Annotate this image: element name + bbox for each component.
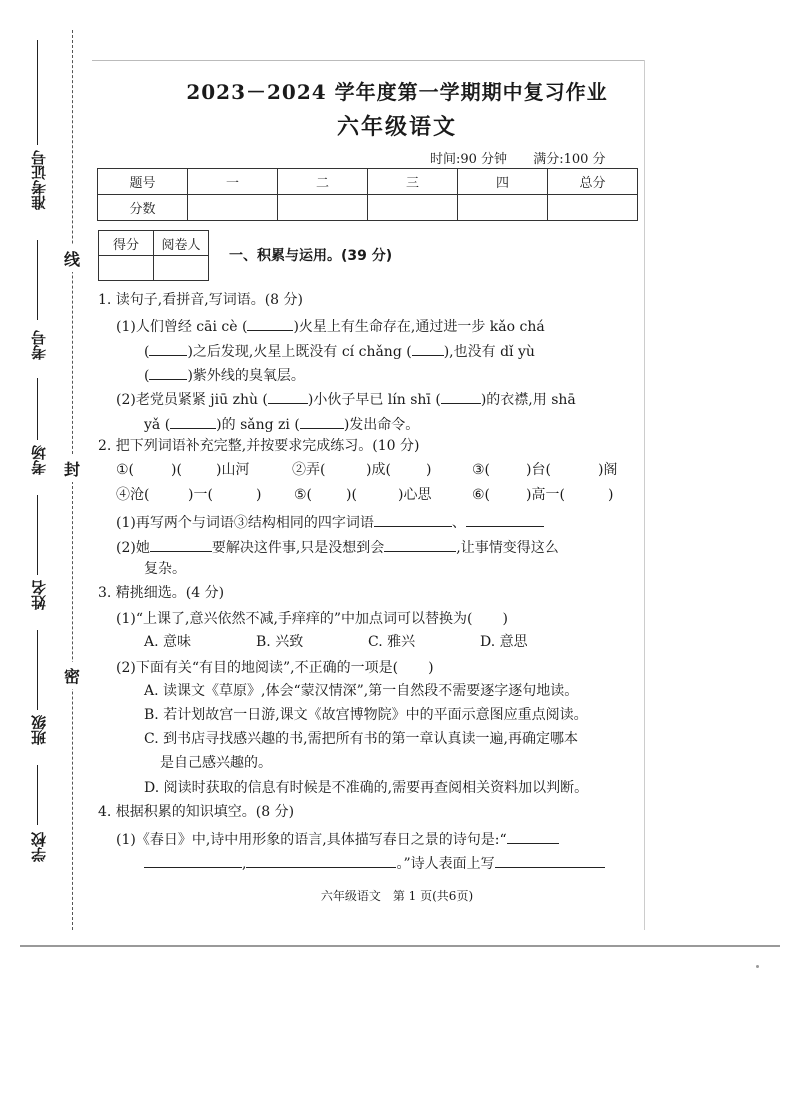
field-class[interactable] bbox=[25, 715, 51, 745]
answer-blank[interactable] bbox=[268, 387, 308, 404]
q-text: ),也没有 dǐ yù bbox=[443, 344, 535, 360]
answer-blank[interactable] bbox=[149, 339, 187, 356]
option-d[interactable]: D. 意思 bbox=[480, 634, 528, 650]
idiom-part: ②弄( bbox=[292, 462, 326, 478]
field-label: 考场 bbox=[29, 445, 48, 475]
q-text: 要解决这件事,只是没想到会 bbox=[211, 540, 385, 556]
question-line bbox=[116, 656, 434, 678]
idiom-part: )阁 bbox=[598, 462, 618, 478]
idiom-part: )成( bbox=[366, 462, 391, 478]
question-line bbox=[116, 607, 508, 629]
idiom-part: )台( bbox=[526, 462, 551, 478]
idiom-part: )( bbox=[346, 487, 357, 503]
field-line bbox=[37, 630, 38, 710]
score-table-cell: 题号 bbox=[98, 169, 188, 195]
field-admission-number[interactable] bbox=[25, 150, 51, 210]
answer-blank[interactable] bbox=[398, 656, 428, 672]
question-title: 2. 把下列词语补充完整,并按要求完成练习。(10 分) bbox=[98, 438, 420, 454]
answer-blank[interactable] bbox=[374, 510, 452, 527]
field-exam-room[interactable] bbox=[25, 445, 51, 475]
grader-reviewer-input[interactable] bbox=[154, 256, 209, 281]
question-title: 3. 精挑细选。(4 分) bbox=[98, 585, 225, 601]
q-text: ,让事情变得这么 bbox=[456, 540, 559, 556]
q-text: ) bbox=[428, 660, 434, 676]
question-line bbox=[144, 851, 605, 874]
field-label: 班级 bbox=[29, 715, 48, 745]
idiom-part: ) bbox=[256, 487, 262, 503]
score-input-cell[interactable] bbox=[188, 195, 278, 221]
idiom-part: ) bbox=[608, 487, 614, 503]
field-label: 考号 bbox=[29, 330, 48, 360]
q-text: )小伙子早已 lín shī ( bbox=[307, 392, 441, 408]
score-table-header-row bbox=[98, 169, 638, 195]
field-label: 姓名 bbox=[29, 580, 48, 610]
idiom-part: )心思 bbox=[398, 487, 432, 503]
idiom-part: ⑥( bbox=[472, 487, 491, 503]
question-line bbox=[116, 827, 559, 850]
idiom-part: )( bbox=[171, 462, 182, 478]
page-footer: 六年级语文 第 1 页(共6页) bbox=[320, 889, 474, 903]
score-table bbox=[97, 168, 638, 221]
question-line bbox=[116, 314, 545, 337]
field-school[interactable] bbox=[25, 832, 51, 862]
answer-blank[interactable] bbox=[247, 314, 293, 331]
answer-blank[interactable] bbox=[150, 535, 212, 552]
idiom-part: )高一( bbox=[526, 487, 565, 503]
q-text: )发出命令。 bbox=[343, 417, 420, 433]
q-text: )之后发现,火星上既没有 cí chǎng ( bbox=[187, 344, 412, 360]
question-title: 4. 根据积累的知识填空。(8 分) bbox=[98, 804, 295, 820]
answer-blank[interactable] bbox=[441, 387, 481, 404]
option-b[interactable]: B. 兴致 bbox=[256, 634, 304, 650]
answer-blank[interactable] bbox=[507, 827, 559, 844]
q-text: )火星上有生命存在,通过进一步 kǎo chá bbox=[293, 319, 545, 335]
frame-line-top bbox=[92, 60, 644, 61]
score-input-cell[interactable] bbox=[368, 195, 458, 221]
question-title: 1. 读句子,看拼音,写词语。(8 分) bbox=[98, 292, 303, 308]
q-text: (1)《春日》中,诗中用形象的语言,具体描写春日之景的诗句是:“ bbox=[116, 832, 507, 848]
q-text: (1)再写两个与词语③结构相同的四字词语 bbox=[116, 515, 374, 531]
question-line bbox=[116, 510, 544, 533]
field-line bbox=[37, 240, 38, 320]
field-line bbox=[37, 378, 38, 440]
frame-line-right bbox=[644, 60, 645, 930]
q-text: (1)“上课了,意兴依然不减,手痒痒的”中加点词可以替换为( bbox=[116, 611, 473, 627]
score-table-cell: 三 bbox=[368, 169, 458, 195]
option-c-continued: 是自己感兴趣的。 bbox=[160, 755, 272, 771]
question-line bbox=[144, 363, 305, 386]
idiom-part: ⑤( bbox=[294, 487, 313, 503]
option-d[interactable]: D. 阅读时获取的信息有时候是不准确的,需要再查阅相关资料加以判断。 bbox=[144, 780, 589, 796]
seal-char-seal: 封 bbox=[64, 455, 80, 482]
grader-reviewer-label: 阅卷人 bbox=[154, 231, 209, 256]
option-a[interactable]: A. 读课文《草原》,体会“蒙汉情深”,第一自然段不需要逐字逐句地读。 bbox=[144, 683, 579, 699]
field-name[interactable] bbox=[25, 580, 51, 610]
idiom-part: ①( bbox=[116, 462, 135, 478]
score-table-score-row bbox=[98, 195, 638, 221]
frame-line-bottom bbox=[20, 945, 780, 947]
q-text: (2)下面有关“有目的地阅读”,不正确的一项是( bbox=[116, 660, 399, 676]
exam-subtitle: 六年级语文 bbox=[336, 114, 457, 140]
field-label: 学校 bbox=[29, 832, 48, 862]
exam-full-score: 满分:100 分 bbox=[533, 152, 606, 167]
q-text: ( bbox=[144, 368, 150, 384]
score-table-cell: 总分 bbox=[548, 169, 638, 195]
answer-blank[interactable] bbox=[473, 607, 503, 623]
score-input-cell[interactable] bbox=[548, 195, 638, 221]
field-student-number[interactable] bbox=[25, 330, 51, 360]
q-text: (2)她 bbox=[116, 540, 150, 556]
exam-title: 2023－2024 学年度第一学期期中复习作业 bbox=[186, 80, 608, 104]
answer-blank[interactable] bbox=[412, 339, 444, 356]
grader-score-input[interactable] bbox=[99, 256, 154, 281]
q-text: ( bbox=[144, 344, 150, 360]
question-line bbox=[144, 339, 535, 362]
option-a[interactable]: A. 意味 bbox=[144, 634, 192, 650]
field-line bbox=[37, 495, 38, 575]
seal-char-line: 线 bbox=[64, 245, 80, 272]
answer-blank[interactable] bbox=[144, 851, 242, 868]
q-text: )紫外线的臭氧层。 bbox=[187, 368, 305, 384]
q-text: (2)老党员紧紧 jiū zhù ( bbox=[116, 392, 268, 408]
answer-blank[interactable] bbox=[149, 363, 187, 380]
option-c[interactable]: C. 雅兴 bbox=[368, 634, 416, 650]
score-table-cell: 二 bbox=[278, 169, 368, 195]
q-text: , bbox=[242, 856, 247, 872]
q-text: 。”诗人表面上写 bbox=[396, 856, 495, 872]
score-input-cell[interactable] bbox=[458, 195, 548, 221]
score-table-cell: 一 bbox=[188, 169, 278, 195]
grader-box bbox=[98, 230, 209, 281]
question-line bbox=[116, 535, 559, 558]
answer-blank[interactable] bbox=[170, 412, 216, 429]
exam-time: 时间:90 分钟 bbox=[430, 152, 508, 167]
answer-blank[interactable] bbox=[384, 535, 456, 552]
scan-speck bbox=[756, 965, 759, 968]
seal-char-secret: 密 bbox=[64, 662, 80, 689]
score-table-cell: 分数 bbox=[98, 195, 188, 221]
score-table-cell: 四 bbox=[458, 169, 548, 195]
q-text: (1)人们曾经 cāi cè ( bbox=[116, 319, 248, 335]
q-text: )的衣襟,用 shā bbox=[480, 392, 576, 408]
option-b[interactable]: B. 若计划故宫一日游,课文《故宫博物院》中的平面示意图应重点阅读。 bbox=[144, 707, 588, 723]
q-text: )的 sǎng zi ( bbox=[216, 417, 300, 433]
q-text: ) bbox=[502, 611, 508, 627]
answer-blank[interactable] bbox=[246, 851, 396, 868]
idiom-part: ) bbox=[426, 462, 432, 478]
grader-score-label: 得分 bbox=[99, 231, 154, 256]
score-input-cell[interactable] bbox=[278, 195, 368, 221]
field-label: 准考证号 bbox=[29, 150, 48, 210]
question-line bbox=[144, 412, 419, 435]
idiom-part: ③( bbox=[472, 462, 491, 478]
option-c[interactable]: C. 到书店寻找感兴趣的书,需把所有书的第一章认真读一遍,再确定哪本 bbox=[144, 731, 579, 747]
field-line bbox=[37, 765, 38, 825]
question-line bbox=[116, 387, 576, 410]
idiom-part: ④沧( bbox=[116, 487, 150, 503]
answer-blank[interactable] bbox=[495, 851, 605, 868]
idiom-part: )山河 bbox=[216, 462, 250, 478]
exam-meta bbox=[430, 148, 628, 167]
q-text: yǎ ( bbox=[144, 417, 171, 433]
answer-blank[interactable] bbox=[300, 412, 344, 429]
section-title: 一、积累与运用。(39 分) bbox=[229, 248, 393, 264]
answer-blank[interactable] bbox=[466, 510, 544, 527]
idiom-part: )一( bbox=[188, 487, 213, 503]
question-line: 复杂。 bbox=[144, 561, 186, 577]
q-text: 、 bbox=[451, 515, 466, 531]
